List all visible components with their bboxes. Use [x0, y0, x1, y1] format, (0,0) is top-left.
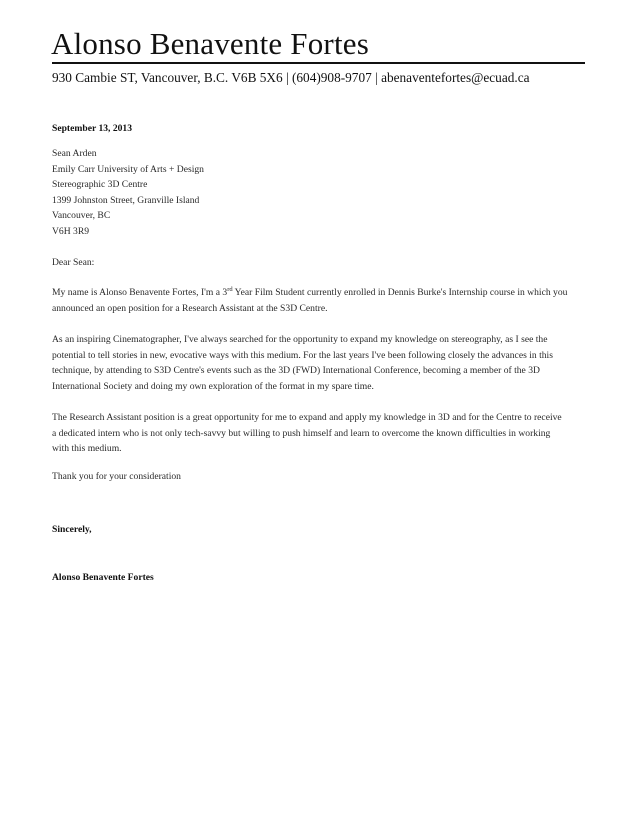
header-divider [52, 62, 585, 64]
paragraph-motivation [52, 332, 553, 394]
paragraph-line: potential to tell stories in new, evocative ways with this medium. For the last years I've been following closely the advances in this [52, 349, 553, 361]
letterhead-name: Alonso Benavente Fortes [51, 26, 369, 61]
thanks-line: Thank you for your consideration [52, 471, 181, 482]
salutation: Dear Sean: [52, 257, 95, 268]
recipient-line: Vancouver, BC [52, 210, 111, 222]
paragraph-line [52, 285, 567, 301]
paragraph-line: The Research Assistant position is a great opportunity for me to expand and apply my knowledge in 3D and for the Centre to receive [52, 412, 562, 423]
recipient-line: Emily Carr University of Arts + Design [52, 163, 204, 175]
paragraph-line: technique, by attending to S3D Centre's events such as the 3D (FWD) International Conference, becoming a member of the 3D [52, 365, 540, 377]
signature-name: Alonso Benavente Fortes [52, 572, 154, 583]
letter-date: September 13, 2013 [52, 123, 133, 134]
paragraph-line: announced an open position for a Research Assistant at the S3D Centre. [52, 302, 328, 314]
recipient-line: Stereographic 3D Centre [52, 179, 148, 191]
closing: Sincerely, [52, 524, 92, 535]
text: Year Film Student currently enrolled in Dennis Burke's Internship course in which you [232, 287, 568, 298]
recipient-line: V6H 3R9 [52, 225, 90, 237]
paragraph-line: with this medium. [52, 443, 122, 455]
text: My name is Alonso Benavente Fortes, I'm a 3 [52, 287, 228, 298]
paragraph-line: As an inspiring Cinematographer, I've always searched for the opportunity to expand my knowledge on stereography, as I see the [52, 334, 548, 345]
recipient-address [52, 146, 204, 240]
recipient-line: 1399 Johnston Street, Granville Island [52, 194, 200, 206]
contact-line: 930 Cambie ST, Vancouver, B.C. V6B 5X6 | (604)908-9707 | abenaventefortes@ecuad.ca [52, 70, 530, 85]
paragraph-line: International Society and doing my own exploration of the format in my spare time. [52, 380, 374, 392]
paragraph-opportunity [52, 410, 562, 457]
ordinal-suffix: rd [227, 286, 233, 293]
paragraph-line: a dedicated intern who is not only tech-savvy but willing to push himself and learn to overcome the known difficulties in working [52, 427, 551, 439]
recipient-line: Sean Arden [52, 148, 97, 159]
paragraph-intro [52, 285, 567, 316]
